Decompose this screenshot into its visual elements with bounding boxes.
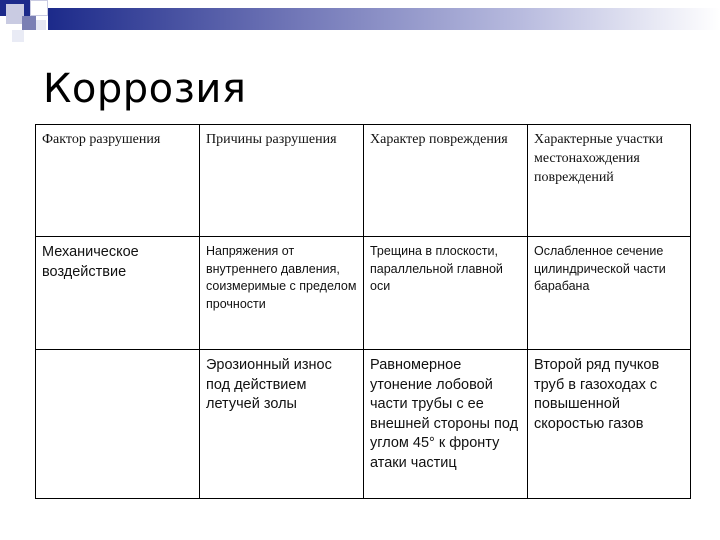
cell-factor [36,350,200,499]
table-row [36,350,691,499]
decor-square [12,30,24,42]
header-location: Характерные участки местонахождения повреждений [528,125,691,237]
cell-factor: Механическое воздействие [36,237,200,350]
corrosion-table [35,124,691,499]
cell-damage: Трещина в плоскости, параллельной главной оси [364,237,528,350]
cell-cause: Эрозионный износ под действием летучей золы [200,350,364,499]
table-row [36,237,691,350]
cell-cause: Напряжения от внутреннего давления, соизмеримые с пределом прочности [200,237,364,350]
decor-square [22,16,36,30]
cell-damage: Равномерное утонение лобовой части трубы с ее внешней стороны под углом 45° к фронту атаки частиц [364,350,528,499]
decor-square [36,20,46,30]
cell-location: Второй ряд пучков труб в газоходах с повышенной скоростью газов [528,350,691,499]
header-cause: Причины разрушения [200,125,364,237]
table-header-row [36,125,691,237]
header-damage: Характер повреждения [364,125,528,237]
cell-location: Ослабленное сечение цилиндрической части барабана [528,237,691,350]
decor-square [30,0,48,16]
header-factor: Фактор разрушения [36,125,200,237]
top-gradient-bar [48,8,720,30]
slide-title: Коррозия [43,66,247,112]
